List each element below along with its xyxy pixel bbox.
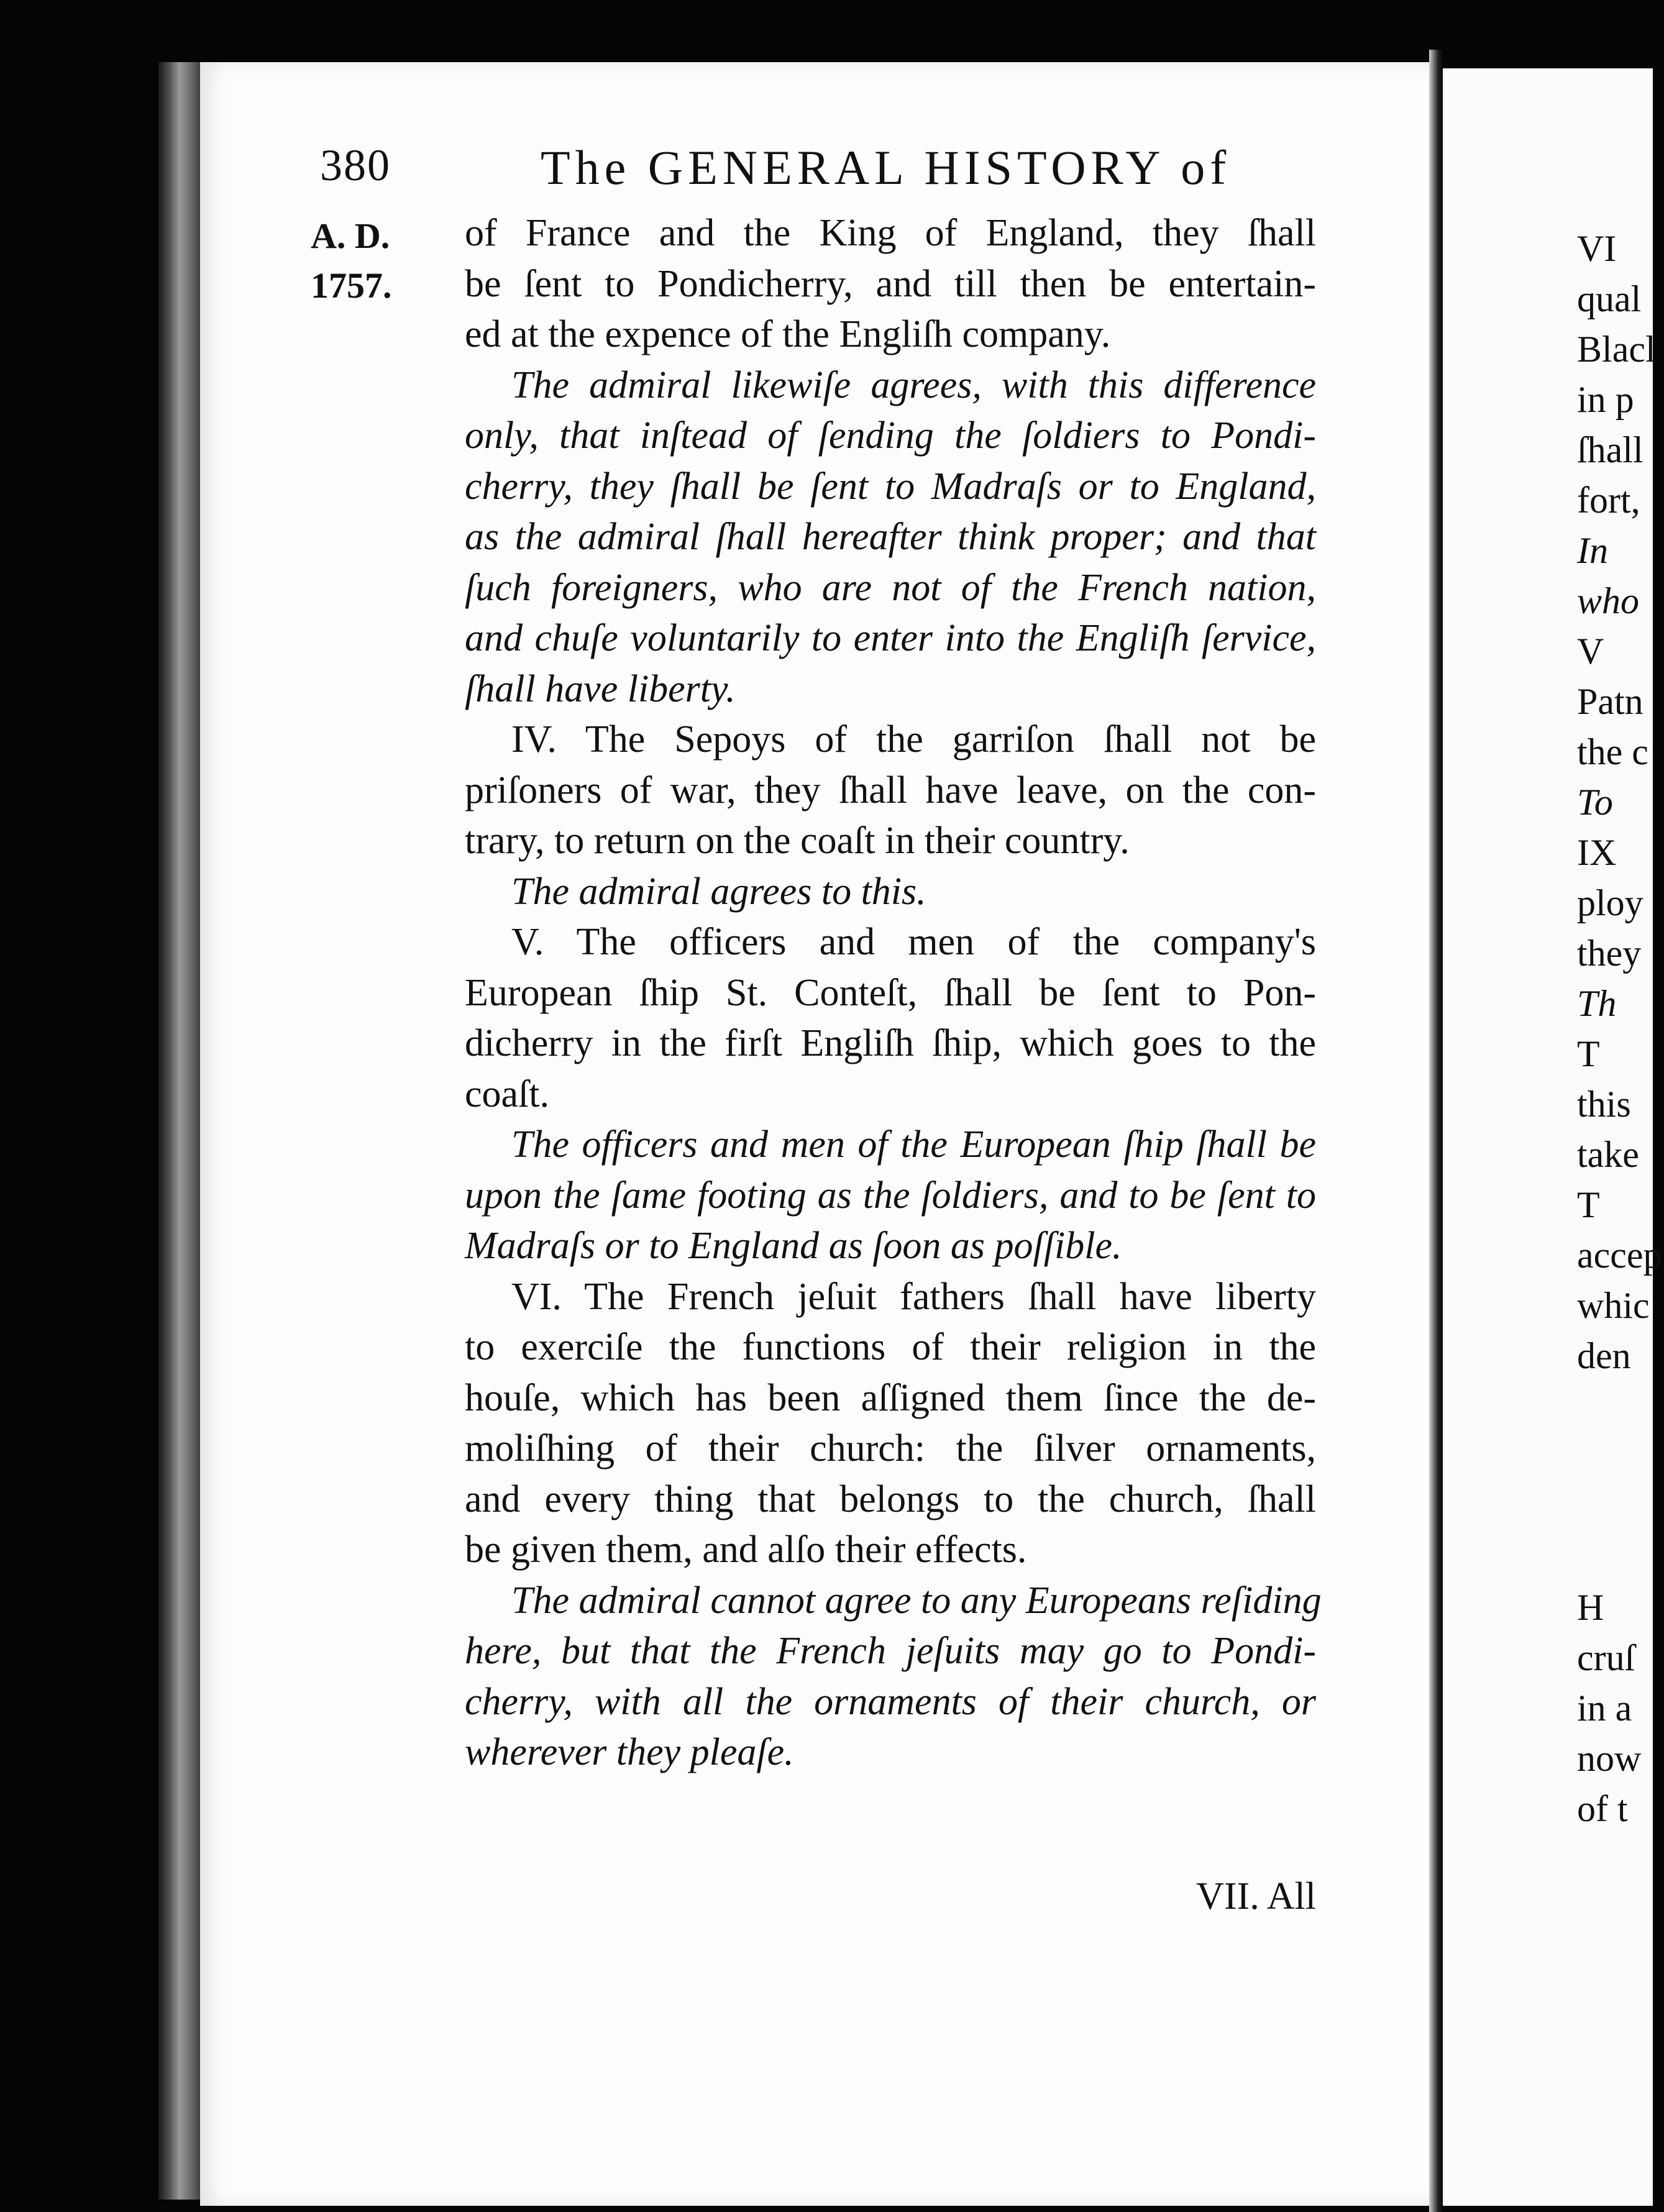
text-line: to exerciſe the functions of their religion in the — [465, 1326, 1316, 1368]
text-line: Madraſs or to England as ſoon as poſſible. — [465, 1225, 1122, 1267]
text-line: moliſhing of their church: the ſilver ornaments, — [465, 1427, 1316, 1469]
text-line: be given them, and alſo their effects. — [465, 1529, 1027, 1571]
facing-line: H — [1577, 1587, 1604, 1628]
text-line: cherry, they ſhall be ſent to Madraſs or to England, — [465, 465, 1316, 508]
text-line: cherry, with all the ornaments of their church, or — [465, 1680, 1316, 1723]
text-line: houſe, which has been aſſigned them ſince the de- — [465, 1376, 1316, 1419]
page-header — [320, 140, 1314, 208]
text-line: European ſhip St. Conteſt, ſhall be ſent to Pon- — [465, 971, 1316, 1014]
facing-line: whic — [1577, 1285, 1650, 1326]
facing-line: V — [1577, 631, 1604, 672]
admiral-reply-3 — [465, 360, 1316, 715]
facing-line: they — [1577, 933, 1642, 974]
facing-line: Blacl — [1577, 329, 1656, 370]
margin-year: 1757. — [311, 265, 392, 306]
facing-page-text-fragments — [1577, 224, 1664, 1834]
article-5 — [465, 917, 1316, 1120]
facing-line: T — [1577, 1033, 1600, 1074]
text-line: trary, to return on the coaſt in their country. — [465, 820, 1130, 862]
text-line: VI. The French jeſuit fathers ſhall have liberty — [511, 1275, 1316, 1318]
text-line: ſuch foreigners, who are not of the French nation, — [465, 566, 1316, 609]
facing-line: den — [1577, 1335, 1631, 1376]
catchword: VII. All — [1196, 1875, 1316, 1917]
page-body-text — [465, 208, 1322, 1922]
facing-line: of t — [1577, 1788, 1628, 1829]
facing-line: In — [1577, 530, 1608, 571]
facing-line: T — [1577, 1184, 1600, 1225]
article-6 — [465, 1272, 1316, 1576]
text-line: priſoners of war, they ſhall have leave, on the con- — [465, 769, 1316, 811]
admiral-reply-6 — [465, 1576, 1322, 1778]
facing-line: this — [1577, 1084, 1631, 1125]
admiral-reply-4 — [465, 867, 1316, 918]
facing-line: IX — [1577, 832, 1617, 873]
facing-line: fort, — [1577, 480, 1640, 521]
text-line: The admiral agrees to this. — [511, 870, 926, 913]
text-line: as the admiral ſhall hereafter think proper; and that — [465, 516, 1316, 558]
book-spine-shadow — [158, 62, 205, 2200]
text-line: dicherry in the firſt Engliſh ſhip, which goes to the — [465, 1022, 1316, 1064]
facing-line: qual — [1577, 278, 1642, 319]
text-line: coaſt. — [465, 1072, 549, 1115]
text-line: The officers and men of the European ſhip ſhall be — [511, 1123, 1316, 1166]
margin-date-note — [311, 211, 454, 311]
text-line: The admiral cannot agree to any Europeans reſiding — [511, 1579, 1322, 1622]
facing-line: To — [1577, 782, 1613, 823]
book-gutter — [1429, 50, 1444, 2212]
text-line: IV. The Sepoys of the garriſon ſhall not be — [511, 718, 1316, 761]
facing-line: now — [1577, 1738, 1642, 1779]
margin-era: A. D. — [311, 216, 390, 256]
text-line: and chuſe voluntarily to enter into the Engliſh ſervice, — [465, 617, 1316, 659]
text-line: here, but that the French jeſuits may go to Pondi- — [465, 1630, 1316, 1672]
text-line: ed at the expence of the Engliſh company. — [465, 313, 1111, 355]
facing-line: ploy — [1577, 882, 1643, 923]
facing-line: who — [1577, 580, 1640, 621]
text-line: ſhall have liberty. — [465, 667, 736, 710]
facing-line: Th — [1577, 983, 1617, 1024]
facing-line: VI — [1577, 228, 1617, 269]
text-line: and every thing that belongs to the church, ſhall — [465, 1478, 1316, 1520]
facing-line: ſhall — [1577, 429, 1643, 470]
text-line: The admiral likewiſe agrees, with this difference — [511, 363, 1316, 406]
article-4 — [465, 715, 1316, 867]
facing-line: the c — [1577, 731, 1648, 772]
text-line: of France and the King of England, they ſhall — [465, 212, 1316, 254]
admiral-reply-5 — [465, 1120, 1316, 1272]
facing-line: Patn — [1577, 681, 1643, 722]
text-line: be ſent to Pondicherry, and till then be entertain- — [465, 262, 1316, 305]
facing-line: in a — [1577, 1688, 1632, 1729]
paragraph-article-3-end — [465, 208, 1316, 360]
text-line: V. The officers and men of the company's — [511, 921, 1316, 963]
facing-line: take — [1577, 1134, 1639, 1175]
page-number: 380 — [320, 140, 391, 190]
facing-line: cruſ — [1577, 1637, 1635, 1678]
text-line: upon the ſame footing as the ſoldiers, and to be ſent to — [465, 1174, 1316, 1217]
facing-line: accep — [1577, 1235, 1662, 1276]
running-title: The GENERAL HISTORY of — [541, 140, 1232, 194]
text-line: wherever they pleaſe. — [465, 1731, 794, 1773]
facing-line: in p — [1577, 379, 1634, 420]
text-line: only, that inſtead of ſending the ſoldiers to Pondi- — [465, 414, 1316, 457]
